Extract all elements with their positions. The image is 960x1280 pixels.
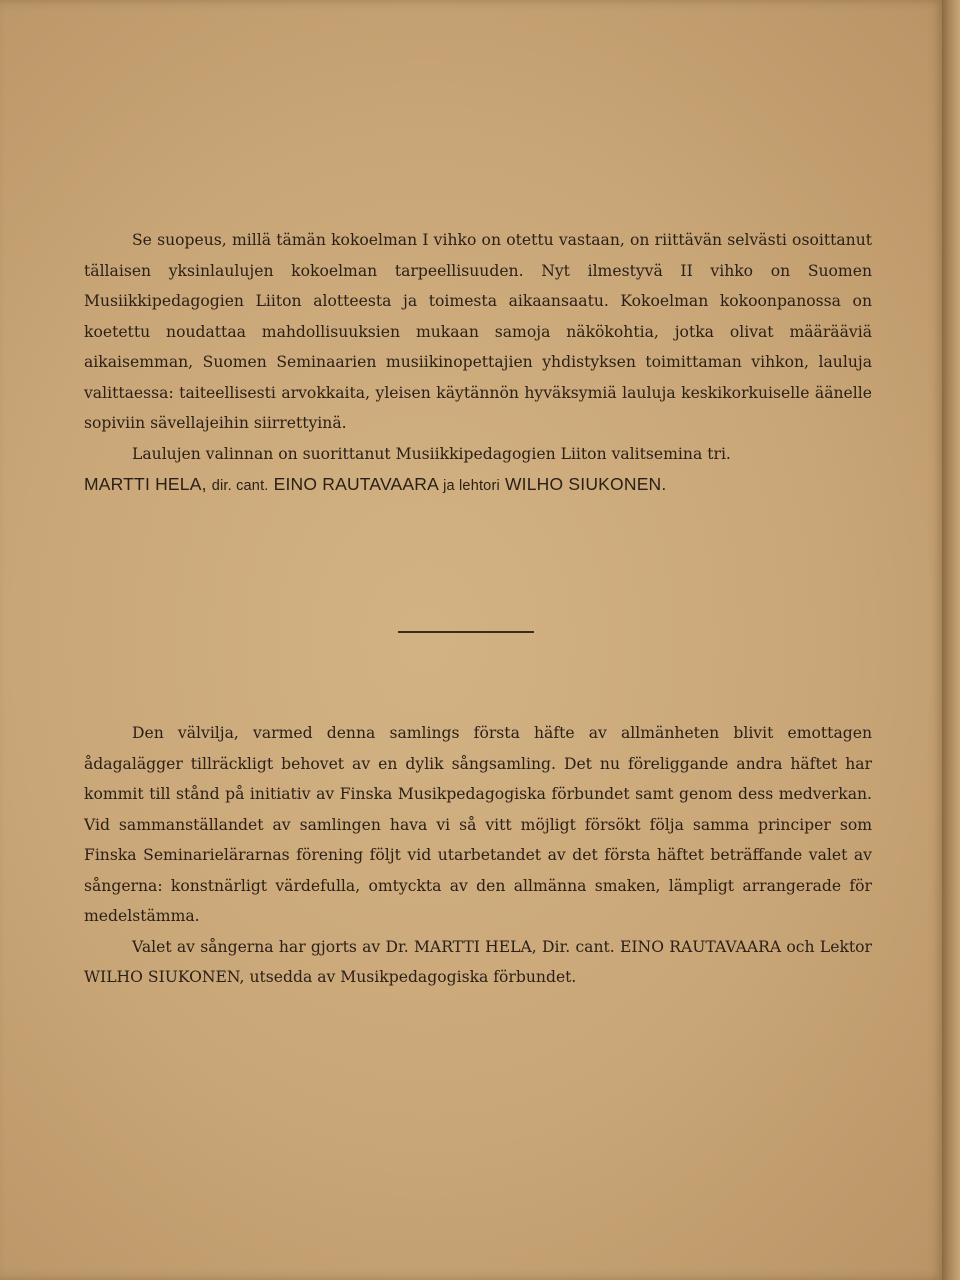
finnish-paragraph-1: Se suopeus, millä tämän kokoelman I vihko on otettu vastaan, on riittävän selvästi osoittanut tällaisen yksinlaulujen kokoelman tarpeellisuuden. Nyt ilmestyvä II vihko on Suomen Musiikkipedagogien Liiton alotteesta ja toimesta aikaansaatu. Kokoelman kokoonpanossa on koetettu noudattaa mahdollisuuksien mukaan samoja näkökohtia, jotka olivat määrääviä aikaisemman, Suomen Seminaarien musiikinopettajien yhdistyksen toimittaman vihkon, lauluja valittaessa: taiteellisesti arvokkaita, yleisen käytännön hyväksymiä lauluja keskikorkuiselle äänelle sopiviin sävellajeihin siirrettyinä.: [84, 231, 872, 432]
credit-name-rautavaara: EINO RAUTAVAARA: [273, 474, 439, 494]
next-page-edge: [942, 0, 960, 1280]
credit-name-hela: MARTTI HELA,: [84, 474, 207, 494]
section-divider: [398, 631, 534, 633]
credit-name-siukonen: WILHO SIUKONEN.: [504, 474, 667, 494]
finnish-preface: [84, 225, 872, 502]
swedish-paragraph-1: Den välvilja, varmed denna samlings första häfte av allmänheten blivit emottagen ådagalägger tillräckligt behovet av en dylik sångsamling. Det nu föreliggande andra häftet har kommit till stånd på initiativ av Finska Musikpedagogiska förbundet samt genom dess medverkan. Vid sammanställandet av samlingen hava vi så vitt möjligt försökt följa samma principer som Finska Seminarielärarnas förening följt vid utarbetandet av det första häftet beträffande valet av sångerna: konstnärligt värdefulla, omtyckta av den allmänna smaken, lämpligt arrangerade för medelstämma.: [84, 724, 872, 925]
finnish-paragraph-2: Laulujen valinnan on suorittanut Musiikkipedagogien Liiton valitsemina tri.: [132, 444, 731, 463]
swedish-preface: [84, 718, 872, 993]
swedish-paragraph-2: Valet av sångerna har gjorts av Dr. MARTTI HELA, Dir. cant. EINO RAUTAVAARA och Lektor WILHO SIUKONEN, utsedda av Musikpedagogiska förbundet.: [84, 937, 872, 986]
credit-title-dir-cant: dir. cant.: [211, 478, 269, 494]
finnish-credits: [84, 469, 872, 502]
credit-title-lehtori: ja lehtori: [443, 478, 500, 494]
